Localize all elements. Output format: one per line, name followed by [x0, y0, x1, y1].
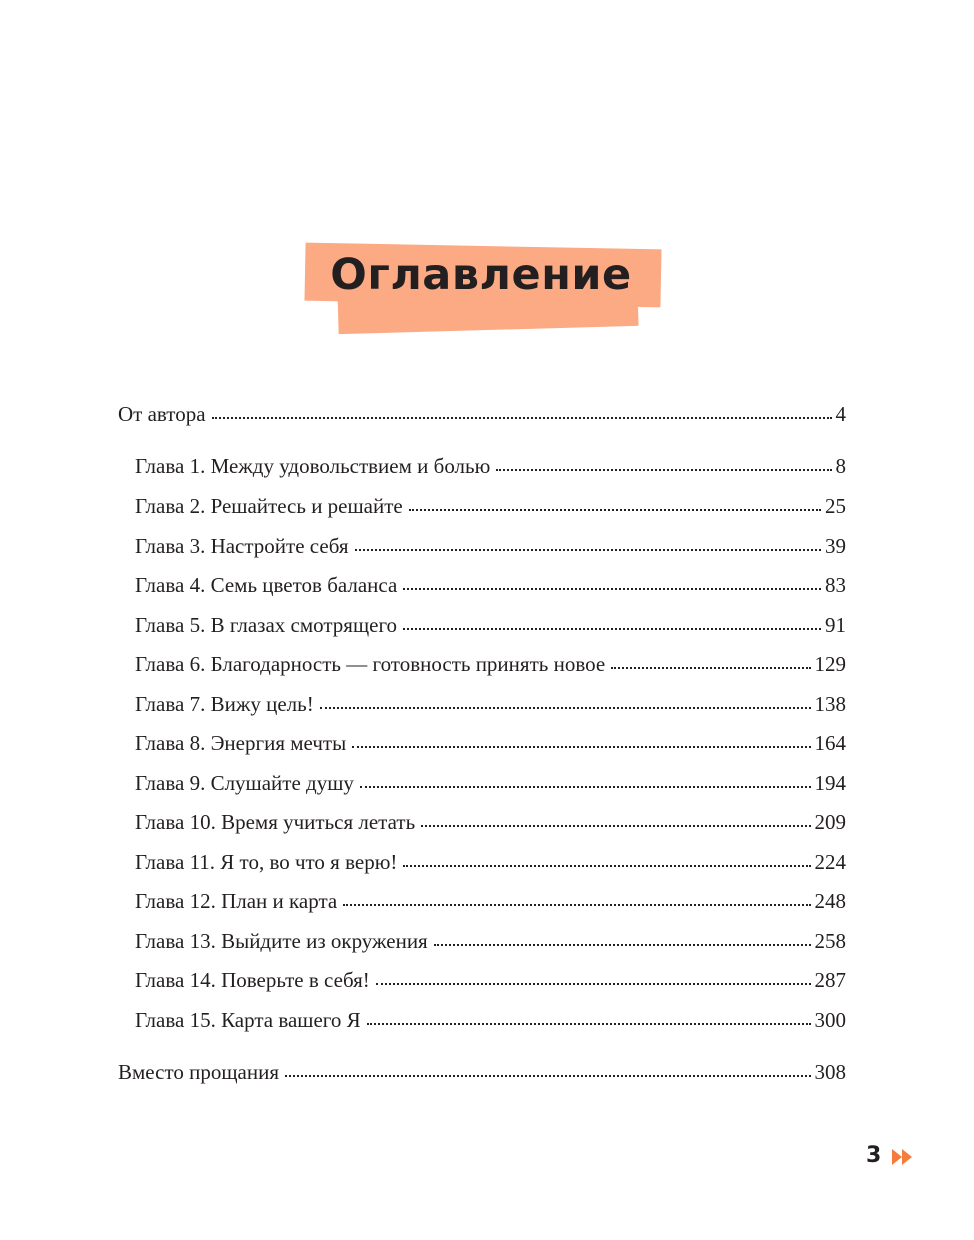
toc-entry-page: 224	[814, 850, 846, 874]
dot-leader	[212, 417, 832, 419]
toc-entry-chapter-14[interactable]	[135, 970, 846, 991]
page-number: 3	[866, 1143, 882, 1168]
toc-entry-chapter-11[interactable]	[135, 852, 846, 873]
toc-entry-label: Глава 5. В глазах смотрящего	[135, 613, 398, 637]
toc-entry-label: Глава 13. Выйдите из окружения	[135, 929, 428, 953]
dot-leader	[611, 667, 810, 669]
toc-entry-page: 138	[814, 692, 846, 716]
toc-entry-chapter-6[interactable]	[135, 654, 846, 675]
toc-entry-chapter-3[interactable]	[135, 536, 846, 557]
toc-entry-label: Вместо прощания	[118, 1060, 279, 1084]
dot-leader	[343, 904, 810, 906]
toc-entry-page: 83	[825, 573, 846, 597]
dot-leader	[403, 588, 821, 590]
title-block	[300, 240, 670, 340]
toc-entry-chapter-7[interactable]	[135, 694, 846, 715]
toc-entry-label: Глава 3. Настройте себя	[135, 534, 349, 558]
toc-entry-page: 4	[835, 402, 846, 426]
toc-entry-label: Глава 2. Решайтесь и решайте	[135, 494, 403, 518]
toc-entry-label: Глава 7. Вижу цель!	[135, 692, 314, 716]
toc-entry-label: Глава 4. Семь цветов баланса	[135, 573, 398, 597]
toc-entry-page: 248	[814, 889, 846, 913]
toc-entry-page: 129	[814, 652, 846, 676]
toc-entry-page: 258	[814, 929, 846, 953]
dot-leader	[403, 865, 810, 867]
dot-leader	[496, 469, 831, 471]
toc-entry-label: Глава 12. План и карта	[135, 889, 338, 913]
dot-leader	[403, 628, 821, 630]
dot-leader	[434, 944, 811, 946]
toc-entry-chapter-15[interactable]	[135, 1010, 846, 1031]
toc-entry-outro[interactable]	[118, 1062, 846, 1083]
toc-entry-chapter-13[interactable]	[135, 931, 846, 952]
toc-entry-page: 39	[825, 534, 846, 558]
toc-entry-label: Глава 1. Между удовольствием и болью	[135, 454, 491, 478]
toc-entry-page: 194	[814, 771, 846, 795]
toc-entry-chapter-1[interactable]	[135, 456, 846, 477]
toc-entry-page: 300	[814, 1008, 846, 1032]
dot-leader	[352, 746, 810, 748]
dot-leader	[355, 549, 821, 551]
toc-entry-page: 164	[814, 731, 846, 755]
toc-entry-label: Глава 15. Карта вашего Я	[135, 1008, 361, 1032]
page-title: Оглавление	[330, 250, 632, 300]
toc-entry-label: Глава 8. Энергия мечты	[135, 731, 347, 755]
dot-leader	[409, 509, 821, 511]
toc-entry-chapter-12[interactable]	[135, 891, 846, 912]
toc-entry-page: 25	[825, 494, 846, 518]
toc-entry-page: 91	[825, 613, 846, 637]
toc-entry-label: Глава 9. Слушайте душу	[135, 771, 354, 795]
toc-entry-intro[interactable]	[118, 404, 846, 425]
toc-entry-label: Глава 14. Поверьте в себя!	[135, 968, 370, 992]
toc-entry-label: Глава 10. Время учиться летать	[135, 810, 416, 834]
double-chevron-right-icon[interactable]	[892, 1149, 914, 1165]
toc-entry-chapter-9[interactable]	[135, 773, 846, 794]
toc-entry-page: 287	[814, 968, 846, 992]
dot-leader	[320, 707, 811, 709]
toc-entry-chapter-5[interactable]	[135, 615, 846, 636]
toc-entry-page: 308	[814, 1060, 846, 1084]
dot-leader	[376, 983, 811, 985]
chevron-right-icon	[892, 1149, 902, 1165]
dot-leader	[285, 1075, 811, 1077]
toc-entry-page: 8	[835, 454, 846, 478]
dot-leader	[367, 1023, 811, 1025]
chevron-right-icon	[902, 1149, 912, 1165]
toc-entry-label: Глава 11. Я то, во что я верю!	[135, 850, 398, 874]
toc-entry-chapter-2[interactable]	[135, 496, 846, 517]
toc-entry-label: Глава 6. Благодарность — готовность принять новое	[135, 652, 606, 676]
toc-entry-chapter-4[interactable]	[135, 575, 846, 596]
dot-leader	[421, 825, 810, 827]
toc-entry-label: От автора	[118, 402, 206, 426]
toc-entry-chapter-8[interactable]	[135, 733, 846, 754]
dot-leader	[360, 786, 811, 788]
toc-entry-page: 209	[814, 810, 846, 834]
toc-entry-chapter-10[interactable]	[135, 812, 846, 833]
